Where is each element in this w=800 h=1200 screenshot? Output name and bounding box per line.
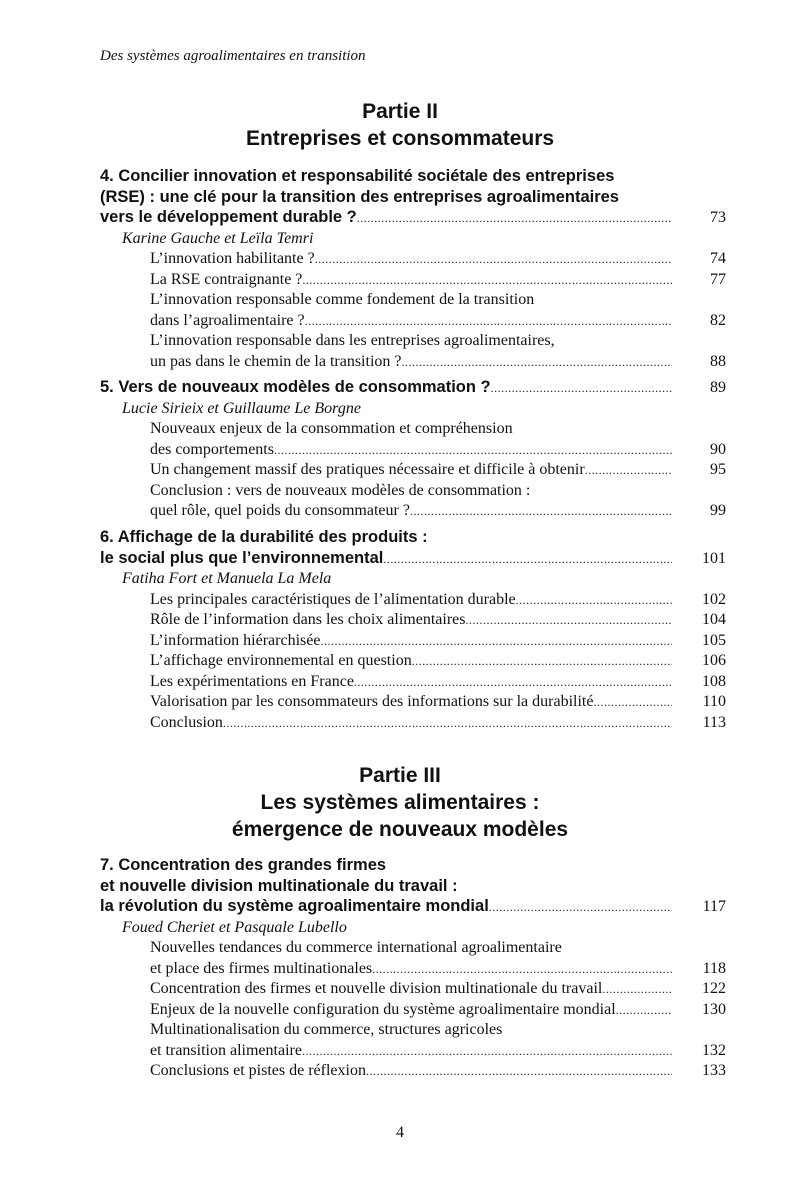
- chapter-authors: Fatiha Fort et Manuela La Mela: [122, 570, 332, 587]
- page-ref: 82: [710, 311, 726, 329]
- dot-leader: [357, 208, 672, 229]
- toc-section[interactable]: Enjeux de la nouvelle configuration du système agroalimentaire mondial ..... 130: [150, 1000, 726, 1021]
- toc-chapter: [100, 855, 726, 1082]
- part-label: Partie II: [362, 100, 438, 123]
- page-ref: 130: [702, 1000, 726, 1018]
- chapter-authors: Foued Cheriet et Pasquale Lubello: [122, 918, 347, 936]
- chapter-title[interactable]: 6. Affichage de la durabilité des produits : le social plus que l’environnemental ..... 101: [100, 527, 726, 569]
- toc-chapter: [100, 377, 726, 522]
- page-ref: 74: [710, 250, 726, 267]
- part-label: Partie III: [359, 764, 441, 787]
- toc-section[interactable]: Nouvelles tendances du commerce international agroalimentaire et place des firmes multinationales ..... 118: [150, 938, 726, 979]
- page-ref: 77: [710, 270, 726, 288]
- page-ref: 133: [702, 1062, 726, 1079]
- page-ref: 110: [702, 693, 726, 710]
- page-ref: 95: [710, 461, 726, 478]
- part-heading: [0, 762, 800, 843]
- toc-section[interactable]: L’affichage environnemental en question ..... 106: [150, 651, 726, 672]
- chapter-title[interactable]: 4. Concilier innovation et responsabilité sociétale des entreprises (RSE) : une clé pour la transition des entreprises agroalimentaires vers le développement durable ? ..... 73: [100, 166, 726, 229]
- running-head: Des systèmes agroalimentaires en transition: [100, 48, 366, 64]
- toc-section[interactable]: Concentration des firmes et nouvelle division multinationale du travail ..... 122: [150, 979, 726, 1000]
- chapter-authors: Lucie Sirieix et Guillaume Le Borgne: [122, 399, 361, 417]
- page-ref: 108: [702, 672, 726, 690]
- toc-section[interactable]: L’innovation habilitante ? ..... 74: [150, 249, 726, 270]
- page-ref: 88: [710, 352, 726, 370]
- page-ref: 73: [710, 209, 726, 226]
- page-ref: 105: [702, 631, 726, 649]
- toc-section[interactable]: Les principales caractéristiques de l’alimentation durable ..... 102: [150, 590, 726, 611]
- toc-section[interactable]: Conclusion : vers de nouveaux modèles de consommation : quel rôle, quel poids du consommateur ? ..... 99: [150, 481, 726, 522]
- part-title: émergence de nouveaux modèles: [231, 818, 569, 841]
- toc-section[interactable]: Nouveaux enjeux de la consommation et compréhension des comportements ..... 90: [150, 419, 726, 460]
- toc-section[interactable]: L’information hiérarchisée ..... 105: [150, 631, 726, 652]
- page-ref: 101: [702, 549, 726, 567]
- page-number: 4: [396, 1124, 404, 1141]
- toc-section[interactable]: L’innovation responsable comme fondement de la transition dans l’agroalimentaire ? ..... 82: [150, 290, 726, 331]
- page-ref: 132: [702, 1041, 726, 1059]
- toc-chapter: [100, 527, 726, 733]
- toc-section[interactable]: Un changement massif des pratiques nécessaire et difficile à obtenir ..... 95: [150, 460, 726, 481]
- toc-section[interactable]: Valorisation par les consommateurs des informations sur la durabilité ..... 110: [150, 692, 726, 713]
- page-ref: 118: [702, 959, 726, 977]
- toc-section[interactable]: L’innovation responsable dans les entreprises agroalimentaires, un pas dans le chemin de la transition ? ..... 88: [150, 331, 726, 372]
- part-title: Les systèmes alimentaires :: [260, 791, 540, 814]
- part-title: Entreprises et consommateurs: [245, 127, 555, 150]
- chapter-title[interactable]: 5. Vers de nouveaux modèles de consommation ? ..... 89: [100, 377, 726, 399]
- page-ref: 117: [702, 898, 726, 915]
- page-ref: 106: [702, 652, 726, 669]
- toc-section[interactable]: Conclusion ..... 113: [150, 713, 726, 734]
- page-ref: 122: [702, 980, 726, 997]
- page-ref: 99: [710, 502, 726, 519]
- page-ref: 102: [702, 590, 726, 608]
- page-ref: 90: [710, 440, 726, 458]
- page-ref: 104: [702, 611, 726, 628]
- toc-section[interactable]: La RSE contraignante ? ..... 77: [150, 270, 726, 291]
- chapter-authors: Karine Gauche et Leïla Temri: [122, 229, 314, 247]
- toc-section[interactable]: Rôle de l’information dans les choix alimentaires ..... 104: [150, 610, 726, 631]
- page-ref: 113: [702, 713, 726, 731]
- chapter-title[interactable]: 7. Concentration des grandes firmes et nouvelle division multinationale du travail : la révolution du système agroalimentaire mondial ..... 117: [100, 855, 726, 918]
- toc-chapter: [100, 166, 726, 372]
- toc-section[interactable]: Les expérimentations en France ..... 108: [150, 672, 726, 693]
- toc-section[interactable]: Multinationalisation du commerce, structures agricoles et transition alimentaire ..... 132: [150, 1020, 726, 1061]
- toc-section[interactable]: Conclusions et pistes de réflexion ..... 133: [150, 1061, 726, 1082]
- page-ref: 89: [710, 379, 726, 396]
- part-heading: [0, 98, 800, 152]
